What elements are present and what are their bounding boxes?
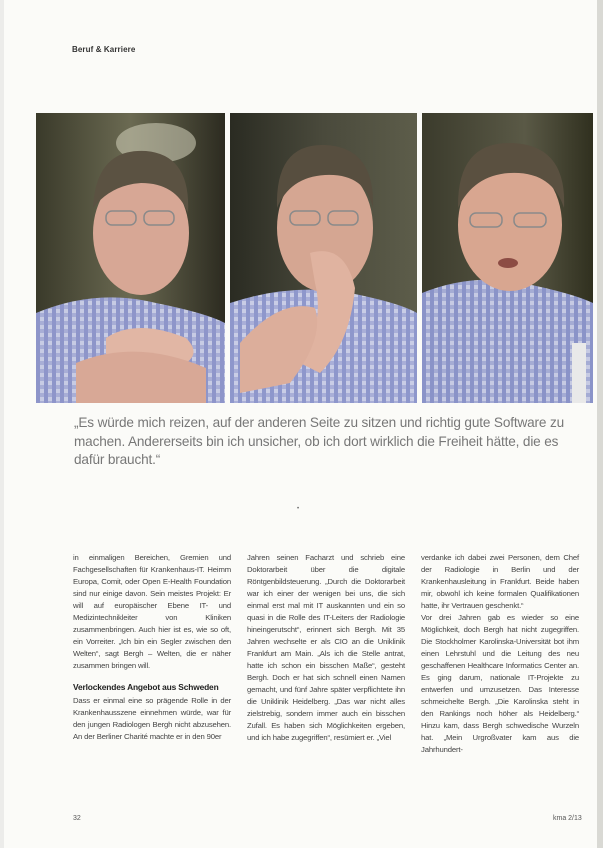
portrait-photo-3: [422, 113, 593, 403]
ornament-dot: •: [297, 506, 300, 512]
pull-quote: „Es würde mich reizen, auf der anderen Seite zu sitzen und richtig gute Software zu machen. Andererseits bin ich unsicher, ob ich dort wirklich die Freiheit hätte, die es dafür braucht.“: [74, 415, 565, 467]
section-label: Beruf & Karriere: [72, 45, 136, 54]
portrait-photo-2: [230, 113, 417, 403]
page-number: 32: [73, 815, 81, 822]
paragraph: in einmaligen Bereichen, Gremien und Fachgesellschaften für Krankenhaus-IT. Heimm Europa, Comit, oder Open E-Health Foundation sind nur einige davon. Sein meistes Projekt: Er will auf europäischer Ebene IT- und Medizintechnikleiter von Kliniken zusammenbringen. Auch hier ist es, wie so oft, ein Vorreiter. „Ich bin ein Segler zwischen den Welten“, sagt Bergh – Welten, die er näher zusammen bringen will.: [73, 553, 231, 670]
magazine-issue: kma 2/13: [553, 815, 582, 822]
portrait-photo-1: [36, 113, 225, 403]
text-column-1: [73, 552, 231, 743]
paragraph: Jahren seinen Facharzt und schrieb eine Doktorarbeit über die digitale Röntgenbildsteuerung. „Durch die Doktorarbeit war ich einer der wenigen bei uns, die sich einmal erst mal mit IT auskannten und ein so quasi in die Rolle des IT-Leiters der Radiologie hineingerutscht“, erinnert sich Bergh. Mit 35 Jahren wechselte er als CIO an die Uniklinik Frankfurt am Main. „Als ich die Stelle antrat, hatte ich schon ein bisschen Maße“, gesteht Bergh. Doch er hat sich schnell einen Namen gemacht, und fünf Jahre später verpflichtete ihn die Uniklinik Heidelberg. „Das war nicht alles zielstrebig, sondern immer auch ein bisschen Zufall. Es haben sich Möglichkeiten ergeben, und ich habe zugegriffen“, resümiert er. „Viel: [247, 553, 405, 742]
paragraph: Dass er einmal eine so prägende Rolle in der Krankenhausszene einnehmen würde, war für den jungen Radiologen Bergh nicht abzusehen. An der Berliner Charité machte er in den 90er: [73, 695, 231, 741]
text-column-2: [247, 552, 405, 744]
paragraph: verdanke ich dabei zwei Personen, dem Chef der Radiologie in Berlin und der Krankenhausleitung in Frankfurt. Beide haben mir, obwohl ich keine formalen Qualifikationen hatte, ihr Vertrauen geschenkt.“: [421, 553, 579, 610]
subheading: Verlockendes Angebot aus Schweden: [73, 682, 219, 692]
text-column-3: [421, 552, 579, 756]
paragraph: Vor drei Jahren gab es wieder so eine Möglichkeit, doch Bergh hat nicht zugegriffen. Die Stockholmer Karolinska-Universität bot ihm einen Lehrstuhl und die Leitung des neu geschaffenen Healthcare Informatics Center an. Es ging darum, nationale IT-Projekte zu entwerfen und umzusetzen. Das Interesse schmeichelte Bergh. „Die Karolinska steht in den Rankings noch höher als Heidelberg.“ Hinzu kam, dass Bergh schwedische Wurzeln hat. „Mein Urgroßvater kam aus die Jahrhundert-: [421, 613, 579, 754]
